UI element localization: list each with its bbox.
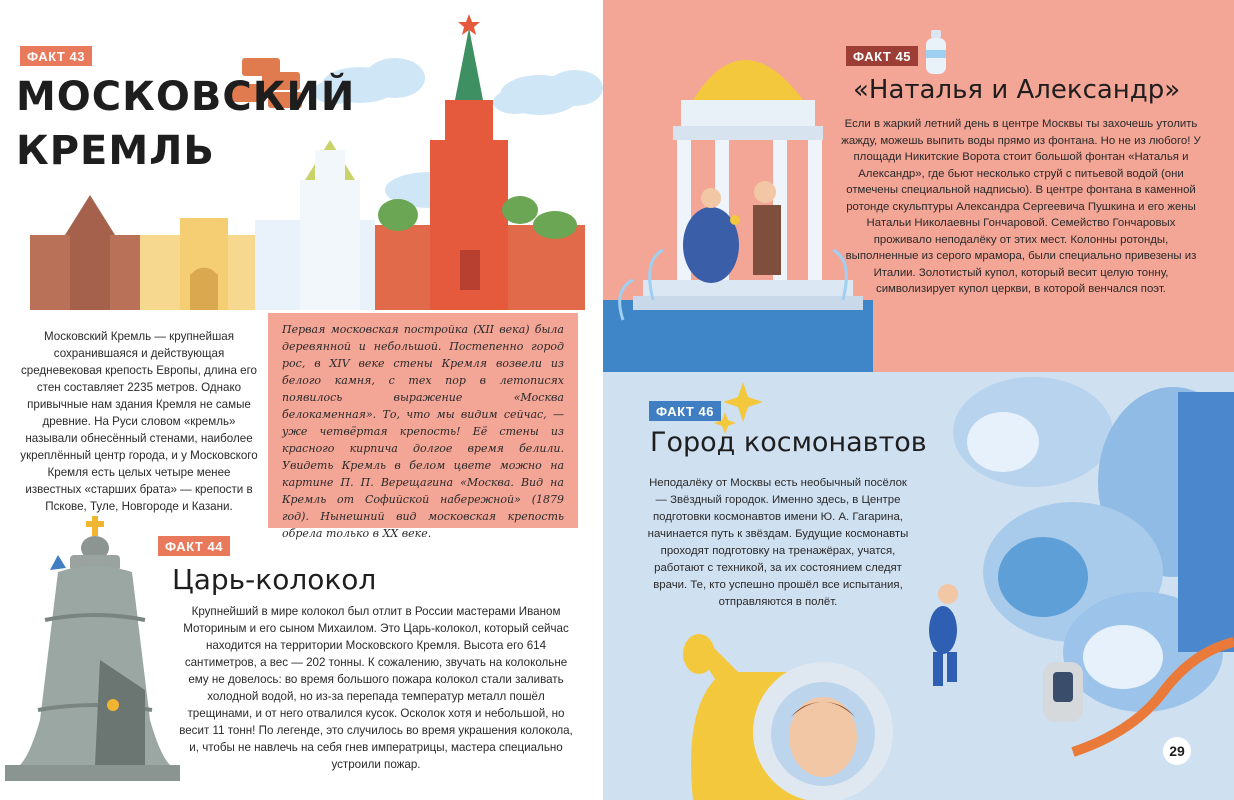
fountain-section (603, 0, 1234, 372)
kremlin-note-text: Первая московская постройка (XII века) была деревянной и небольшой. Постепенно город рос, в XIV веке стены Кремля возвели из белого камня, с тех пор в летописях появилось выражение «Москва белокаменная». То, что мы видим сейчас, — уже четвёртая крепость! Её стены из красного кирпича долгое время белили. Увидеть Кремль в белом цвете можно на картине П. П. Верещагина «Москва. Вид на Кремль от Софийской набережной» (1879 год). Нынешний вид московская крепость обрела только в XX веке. (282, 323, 564, 540)
left-page (0, 0, 603, 800)
kremlin-note-box (268, 313, 578, 540)
fact45-title: «Наталья и Александр» (853, 75, 1181, 105)
fact44-title: Царь-колокол (172, 563, 377, 596)
fact46-tag: ФАКТ 46 (649, 401, 721, 421)
fact44-tag: ФАКТ 44 (158, 536, 230, 556)
fact45-tag: ФАКТ 45 (846, 46, 918, 66)
page-number: 29 (1163, 737, 1191, 765)
fact43-body: Московский Кремль — крупнейшая сохранившаяся и действующая средневековая крепость Европы, длина его стен составляет 2235 метров. Однако привычные нам здания Кремля не самые древние. На Руси словом «кремль» называли обнесённый стенами, наиболее укреплённый центр города, и у Московского Кремля есть целых четыре менее известных «старших брата» — крепости в Пскове, Туле, Новгороде и Казани. (20, 330, 258, 513)
fact43-title-line1: МОСКОВСКИЙ (16, 74, 356, 120)
fact44-body: Крупнейший в мире колокол был отлит в России мастерами Иваном Моториным и его сыном Михаилом. Это Царь-колокол, который сейчас находится на территории Московского Кремля. Высота его 614 сантиметров, а вес — 202 тонны. К сожалению, звучать на колокольне ему не довелось: во время большого пожара колокол стали заливать холодной водой, но из-за перепада температур металл пошёл трещинами, и от него отвалился кусок. Осколок хотя и небольшой, но весит 11 тонн! По легенде, это случилось во время украшения колокола, и, чтобы не навлечь на себя гнев императрицы, мастера специально устроили пожар. (179, 605, 573, 771)
fact43-title-line2: КРЕМЛЬ (16, 128, 215, 174)
fact45-body: Если в жаркий летний день в центре Москвы ты захочешь утолить жажду, можешь выпить воды прямо из фонтана. Но не из любого! У площади Никитские Ворота стоит большой фонтан «Наталья и Александр», где бьют несколько струй с питьевой водой (они отмечены специальной надписью). В центре фонтана в каменной ротонде скульптуры Александра Сергеевича Пушкина и его жены Натальи Николаевны Гончаровой. Семейство Гончаровых проживало неподалёку от этих мест. Колонны ротонды, выполненные из серого мрамора, были специально привезены из Италии. Золотистый купол, который весит целую тонну, символизирует купол церкви, в которой венчался поэт. (841, 118, 1201, 295)
tsar-bell-illustration (0, 510, 180, 800)
fact46-body: Неподалёку от Москвы есть необычный посёлок — Звёздный городок. Именно здесь, в Центре подготовки космонавтов имени Ю. А. Гагарина, начинается путь к звёздам. Будущие космонавты проходят подготовку на тренажёрах, учатся, работают с техникой, за их состоянием следят врачи. Те, кто успешно прошёл все испытания, отправляются в полёт. (647, 477, 909, 608)
fact46-title: Город космонавтов (650, 427, 927, 458)
fountain-illustration (603, 0, 873, 372)
space-section (603, 372, 1234, 800)
water-bottle-icon (921, 28, 951, 78)
fact43-tag: ФАКТ 43 (20, 46, 92, 66)
